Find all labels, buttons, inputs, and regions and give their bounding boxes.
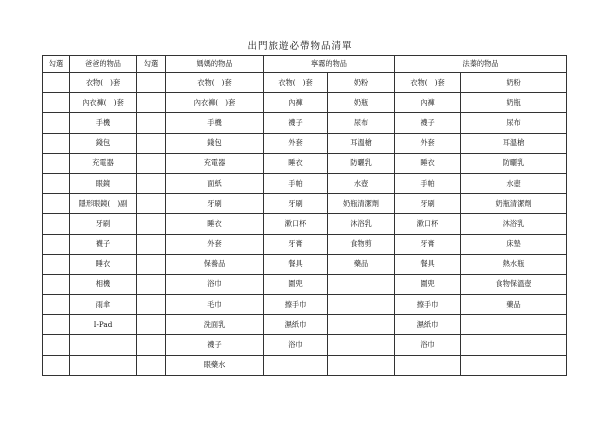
lulu-item-cell: 外套	[264, 133, 328, 153]
fafa-item-cell: 床墊	[461, 234, 567, 254]
checkbox-cell-dad[interactable]	[43, 315, 70, 335]
lulu-item-cell: 尿布	[328, 113, 395, 133]
lulu-item-cell: 衣物( )套	[264, 73, 328, 93]
checkbox-cell-mom[interactable]	[137, 254, 166, 274]
fafa-items-header: 法蓁的物品	[395, 56, 567, 73]
mom-item-cell: 浴巾	[166, 274, 264, 294]
fafa-item-cell: 濕紙巾	[395, 315, 461, 335]
checkbox-cell-dad[interactable]	[43, 173, 70, 193]
dad-item-cell: I-Pad	[70, 315, 137, 335]
table-row	[43, 335, 567, 355]
dad-item-cell: 充電器	[70, 153, 137, 173]
lulu-item-cell: 奶瓶	[328, 93, 395, 113]
lulu-item-cell	[328, 335, 395, 355]
lulu-item-cell	[328, 295, 395, 315]
fafa-item-cell: 防曬乳	[461, 153, 567, 173]
table-row	[43, 153, 567, 173]
checkbox-cell-dad[interactable]	[43, 194, 70, 214]
dad-item-cell	[70, 355, 137, 375]
mom-item-cell: 眼藥水	[166, 355, 264, 375]
fafa-item-cell: 尿布	[461, 113, 567, 133]
lulu-item-cell: 擦手巾	[264, 295, 328, 315]
table-row	[43, 355, 567, 375]
fafa-item-cell: 牙刷	[395, 194, 461, 214]
lulu-item-cell: 睡衣	[264, 153, 328, 173]
mom-item-cell: 手機	[166, 113, 264, 133]
fafa-item-cell: 內褲	[395, 93, 461, 113]
dad-item-cell: 雨傘	[70, 295, 137, 315]
lulu-item-cell: 內褲	[264, 93, 328, 113]
lulu-item-cell: 奶瓶清潔劑	[328, 194, 395, 214]
table-row	[43, 295, 567, 315]
mom-item-cell: 保養品	[166, 254, 264, 274]
checkbox-cell-mom[interactable]	[137, 335, 166, 355]
checkbox-cell-dad[interactable]	[43, 133, 70, 153]
fafa-item-cell: 奶瓶	[461, 93, 567, 113]
fafa-item-cell: 襪子	[395, 113, 461, 133]
fafa-item-cell: 浴巾	[395, 335, 461, 355]
mom-item-cell: 外套	[166, 234, 264, 254]
mom-items-header: 媽媽的物品	[166, 56, 264, 73]
table-row	[43, 93, 567, 113]
fafa-item-cell: 水壺	[461, 173, 567, 193]
fafa-item-cell	[461, 355, 567, 375]
check-column-header-dad: 勾選	[43, 56, 70, 73]
mom-item-cell: 毛巾	[166, 295, 264, 315]
checkbox-cell-mom[interactable]	[137, 355, 166, 375]
fafa-item-cell: 奶粉	[461, 73, 567, 93]
checkbox-cell-mom[interactable]	[137, 93, 166, 113]
fafa-item-cell: 手帕	[395, 173, 461, 193]
table-row	[43, 133, 567, 153]
checkbox-cell-dad[interactable]	[43, 113, 70, 133]
fafa-item-cell	[395, 355, 461, 375]
mom-item-cell: 洗面乳	[166, 315, 264, 335]
fafa-item-cell: 餐具	[395, 254, 461, 274]
dad-item-cell: 內衣褲( )套	[70, 93, 137, 113]
fafa-item-cell	[461, 315, 567, 335]
fafa-item-cell: 食物保溫壺	[461, 274, 567, 294]
checkbox-cell-mom[interactable]	[137, 234, 166, 254]
mom-item-cell: 充電器	[166, 153, 264, 173]
dad-item-cell: 牙刷	[70, 214, 137, 234]
dad-item-cell: 錢包	[70, 133, 137, 153]
mom-item-cell: 襪子	[166, 335, 264, 355]
checkbox-cell-mom[interactable]	[137, 274, 166, 294]
checkbox-cell-mom[interactable]	[137, 113, 166, 133]
checkbox-cell-dad[interactable]	[43, 274, 70, 294]
checkbox-cell-mom[interactable]	[137, 315, 166, 335]
lulu-item-cell: 手帕	[264, 173, 328, 193]
table-row	[43, 234, 567, 254]
lulu-item-cell: 襪子	[264, 113, 328, 133]
lulu-item-cell: 耳溫槍	[328, 133, 395, 153]
mom-item-cell: 內衣褲( )套	[166, 93, 264, 113]
fafa-item-cell: 牙膏	[395, 234, 461, 254]
table-row	[43, 194, 567, 214]
fafa-item-cell: 奶瓶清潔劑	[461, 194, 567, 214]
packing-checklist-table	[42, 55, 567, 376]
checkbox-cell-mom[interactable]	[137, 153, 166, 173]
checkbox-cell-mom[interactable]	[137, 173, 166, 193]
fafa-item-cell: 睡衣	[395, 153, 461, 173]
mom-item-cell: 衣物( )套	[166, 73, 264, 93]
mom-item-cell: 面紙	[166, 173, 264, 193]
dad-item-cell: 相機	[70, 274, 137, 294]
checkbox-cell-mom[interactable]	[137, 214, 166, 234]
checkbox-cell-dad[interactable]	[43, 355, 70, 375]
lulu-item-cell	[328, 315, 395, 335]
lulu-item-cell: 防曬乳	[328, 153, 395, 173]
checkbox-cell-mom[interactable]	[137, 295, 166, 315]
lulu-item-cell	[328, 274, 395, 294]
dad-item-cell: 眼鏡	[70, 173, 137, 193]
dad-item-cell: 手機	[70, 113, 137, 133]
lulu-item-cell	[264, 355, 328, 375]
table-row	[43, 214, 567, 234]
table-row	[43, 113, 567, 133]
checkbox-cell-mom[interactable]	[137, 133, 166, 153]
header-row	[43, 56, 567, 73]
checkbox-cell-dad[interactable]	[43, 234, 70, 254]
dad-items-header: 爸爸的物品	[70, 56, 137, 73]
table-row	[43, 73, 567, 93]
mom-item-cell: 睡衣	[166, 214, 264, 234]
check-column-header-mom: 勾選	[137, 56, 166, 73]
checkbox-cell-dad[interactable]	[43, 73, 70, 93]
dad-item-cell: 隱形眼鏡( )副	[70, 194, 137, 214]
fafa-item-cell: 沐浴乳	[461, 214, 567, 234]
dad-item-cell: 衣物( )套	[70, 73, 137, 93]
checkbox-cell-dad[interactable]	[43, 214, 70, 234]
dad-item-cell	[70, 335, 137, 355]
lulu-items-header: 寧霧的物品	[264, 56, 395, 73]
fafa-item-cell: 外套	[395, 133, 461, 153]
lulu-item-cell: 藥品	[328, 254, 395, 274]
dad-item-cell: 睡衣	[70, 254, 137, 274]
checkbox-cell-mom[interactable]	[137, 73, 166, 93]
fafa-item-cell: 耳溫槍	[461, 133, 567, 153]
fafa-item-cell: 熱水瓶	[461, 254, 567, 274]
lulu-item-cell: 奶粉	[328, 73, 395, 93]
table-row	[43, 315, 567, 335]
lulu-item-cell: 圍兜	[264, 274, 328, 294]
lulu-item-cell: 濕紙巾	[264, 315, 328, 335]
lulu-item-cell: 餐具	[264, 254, 328, 274]
fafa-item-cell: 漱口杯	[395, 214, 461, 234]
fafa-item-cell: 圍兜	[395, 274, 461, 294]
mom-item-cell: 牙刷	[166, 194, 264, 214]
fafa-item-cell: 擦手巾	[395, 295, 461, 315]
fafa-item-cell: 藥品	[461, 295, 567, 315]
checkbox-cell-dad[interactable]	[43, 254, 70, 274]
lulu-item-cell: 水壺	[328, 173, 395, 193]
table-row	[43, 173, 567, 193]
lulu-item-cell: 沐浴乳	[328, 214, 395, 234]
lulu-item-cell: 牙膏	[264, 234, 328, 254]
checkbox-cell-dad[interactable]	[43, 153, 70, 173]
lulu-item-cell	[328, 355, 395, 375]
lulu-item-cell: 浴巾	[264, 335, 328, 355]
lulu-item-cell: 漱口杯	[264, 214, 328, 234]
table-row	[43, 254, 567, 274]
lulu-item-cell: 食物剪	[328, 234, 395, 254]
checkbox-cell-dad[interactable]	[43, 335, 70, 355]
checkbox-cell-dad[interactable]	[43, 295, 70, 315]
mom-item-cell: 錢包	[166, 133, 264, 153]
table-row	[43, 274, 567, 294]
checkbox-cell-dad[interactable]	[43, 93, 70, 113]
fafa-item-cell: 衣物( )套	[395, 73, 461, 93]
page-title: 出門旅遊必帶物品清單	[247, 41, 353, 52]
checkbox-cell-mom[interactable]	[137, 194, 166, 214]
fafa-item-cell	[461, 335, 567, 355]
lulu-item-cell: 牙刷	[264, 194, 328, 214]
dad-item-cell: 襪子	[70, 234, 137, 254]
